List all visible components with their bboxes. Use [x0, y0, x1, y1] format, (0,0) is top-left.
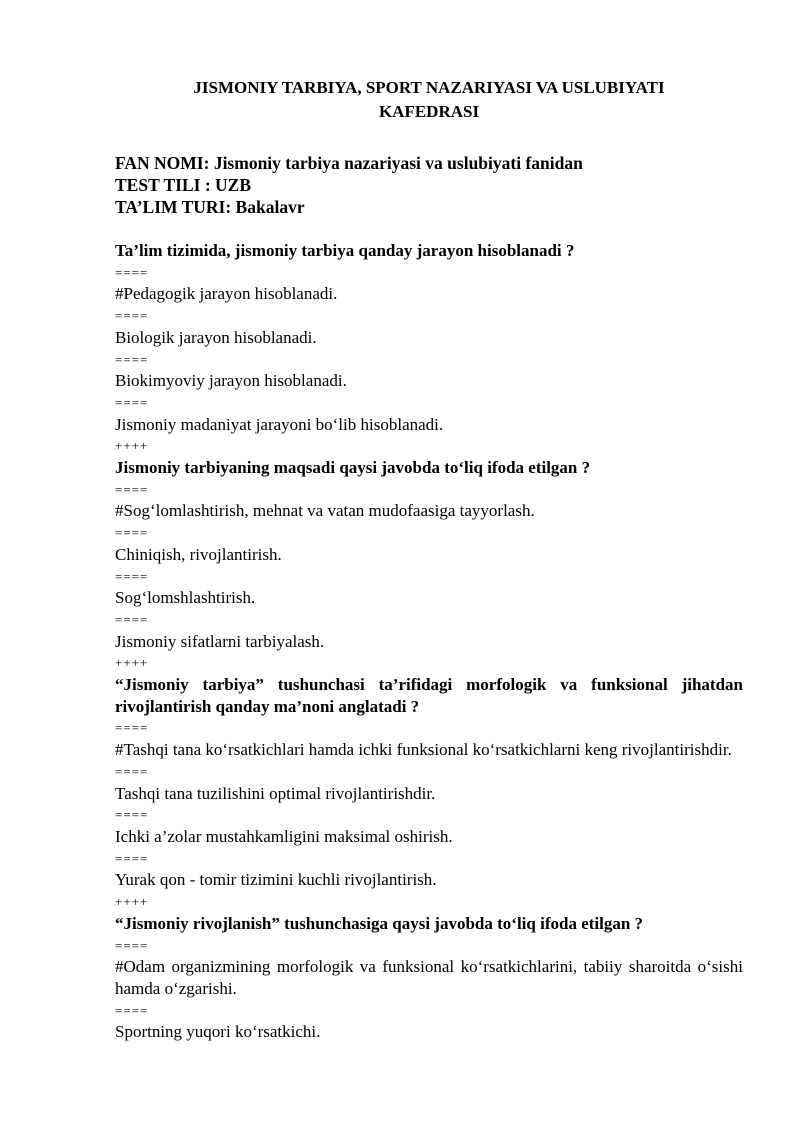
question-text: Jismoniy tarbiyaning maqsadi qaysi javobda to‘liq ifoda etilgan ? — [115, 458, 591, 478]
question-text: “Jismoniy rivojlanish” tushunchasiga qaysi javobda to‘liq ifoda etilgan ? — [115, 913, 644, 933]
answer-separator: ==== — [115, 807, 149, 823]
question-separator: ++++ — [115, 438, 149, 454]
answer-separator: ==== — [115, 763, 149, 779]
answer-option: Yurak qon - tomir tizimini kuchli rivojlantirish. — [115, 870, 437, 890]
test-content — [115, 240, 743, 1043]
answer-separator: ==== — [115, 481, 149, 497]
education-type: TA’LIM TURI: Bakalavr — [115, 197, 305, 217]
answer-option: Biokimyoviy jarayon hisoblanadi. — [115, 371, 347, 391]
answer-separator: ==== — [115, 264, 149, 280]
answer-option: #Tashqi tana ko‘rsatkichlari hamda ichki funksional ko‘rsatkichlarni keng rivojlantirishdir. — [115, 740, 732, 760]
question-text: “Jismoniy tarbiya” tushunchasi ta’rifidagi morfologik va funksional jihatdan rivojlantirish qanday ma’noni anglatadi ? — [115, 675, 743, 716]
answer-separator: ==== — [115, 351, 149, 367]
title-line-1: JISMONIY TARBIYA, SPORT NAZARIYASI VA USLUBIYATI — [193, 78, 665, 97]
answer-option: Jismoniy sifatlarni tarbiyalash. — [115, 631, 325, 651]
answer-option: #Sog‘lomlashtirish, mehnat va vatan mudofaasiga tayyorlash. — [115, 501, 535, 521]
test-language: TEST TILI : UZB — [115, 175, 252, 195]
answer-option: Tashqi tana tuzilishini optimal rivojlantirishdir. — [115, 783, 436, 803]
answer-separator: ==== — [115, 308, 149, 324]
answer-separator: ==== — [115, 611, 149, 627]
answer-separator: ==== — [115, 1002, 149, 1018]
question-separator: ++++ — [115, 894, 149, 910]
answer-separator: ==== — [115, 937, 149, 953]
answer-option: Sportning yuqori ko‘rsatkichi. — [115, 1022, 321, 1042]
answer-option: Sog‘lomshlashtirish. — [115, 588, 256, 608]
question-separator: ++++ — [115, 655, 149, 671]
answer-option: Biologik jarayon hisoblanadi. — [115, 327, 317, 347]
answer-option: Chiniqish, rivojlantirish. — [115, 544, 282, 564]
department-title — [115, 76, 743, 124]
answer-separator: ==== — [115, 720, 149, 736]
answer-option: #Pedagogik jarayon hisoblanadi. — [115, 284, 338, 304]
title-line-2: KAFEDRASI — [378, 102, 480, 121]
question-text: Ta’lim tizimida, jismoniy tarbiya qanday jarayon hisoblanadi ? — [115, 241, 575, 260]
test-meta — [115, 152, 743, 218]
answer-separator: ==== — [115, 568, 149, 584]
answer-option: Ichki a’zolar mustahkamligini maksimal oshirish. — [115, 826, 453, 846]
answer-option: Jismoniy madaniyat jarayoni bo‘lib hisoblanadi. — [115, 414, 444, 434]
answer-separator: ==== — [115, 394, 149, 410]
subject-name: FAN NOMI: Jismoniy tarbiya nazariyasi va uslubiyati fanidan — [115, 153, 583, 173]
answer-separator: ==== — [115, 850, 149, 866]
answer-option: #Odam organizmining morfologik va funksional ko‘rsatkichlarini, tabiiy sharoitda o‘sishi hamda o‘zgarishi. — [115, 957, 743, 998]
answer-separator: ==== — [115, 525, 149, 541]
